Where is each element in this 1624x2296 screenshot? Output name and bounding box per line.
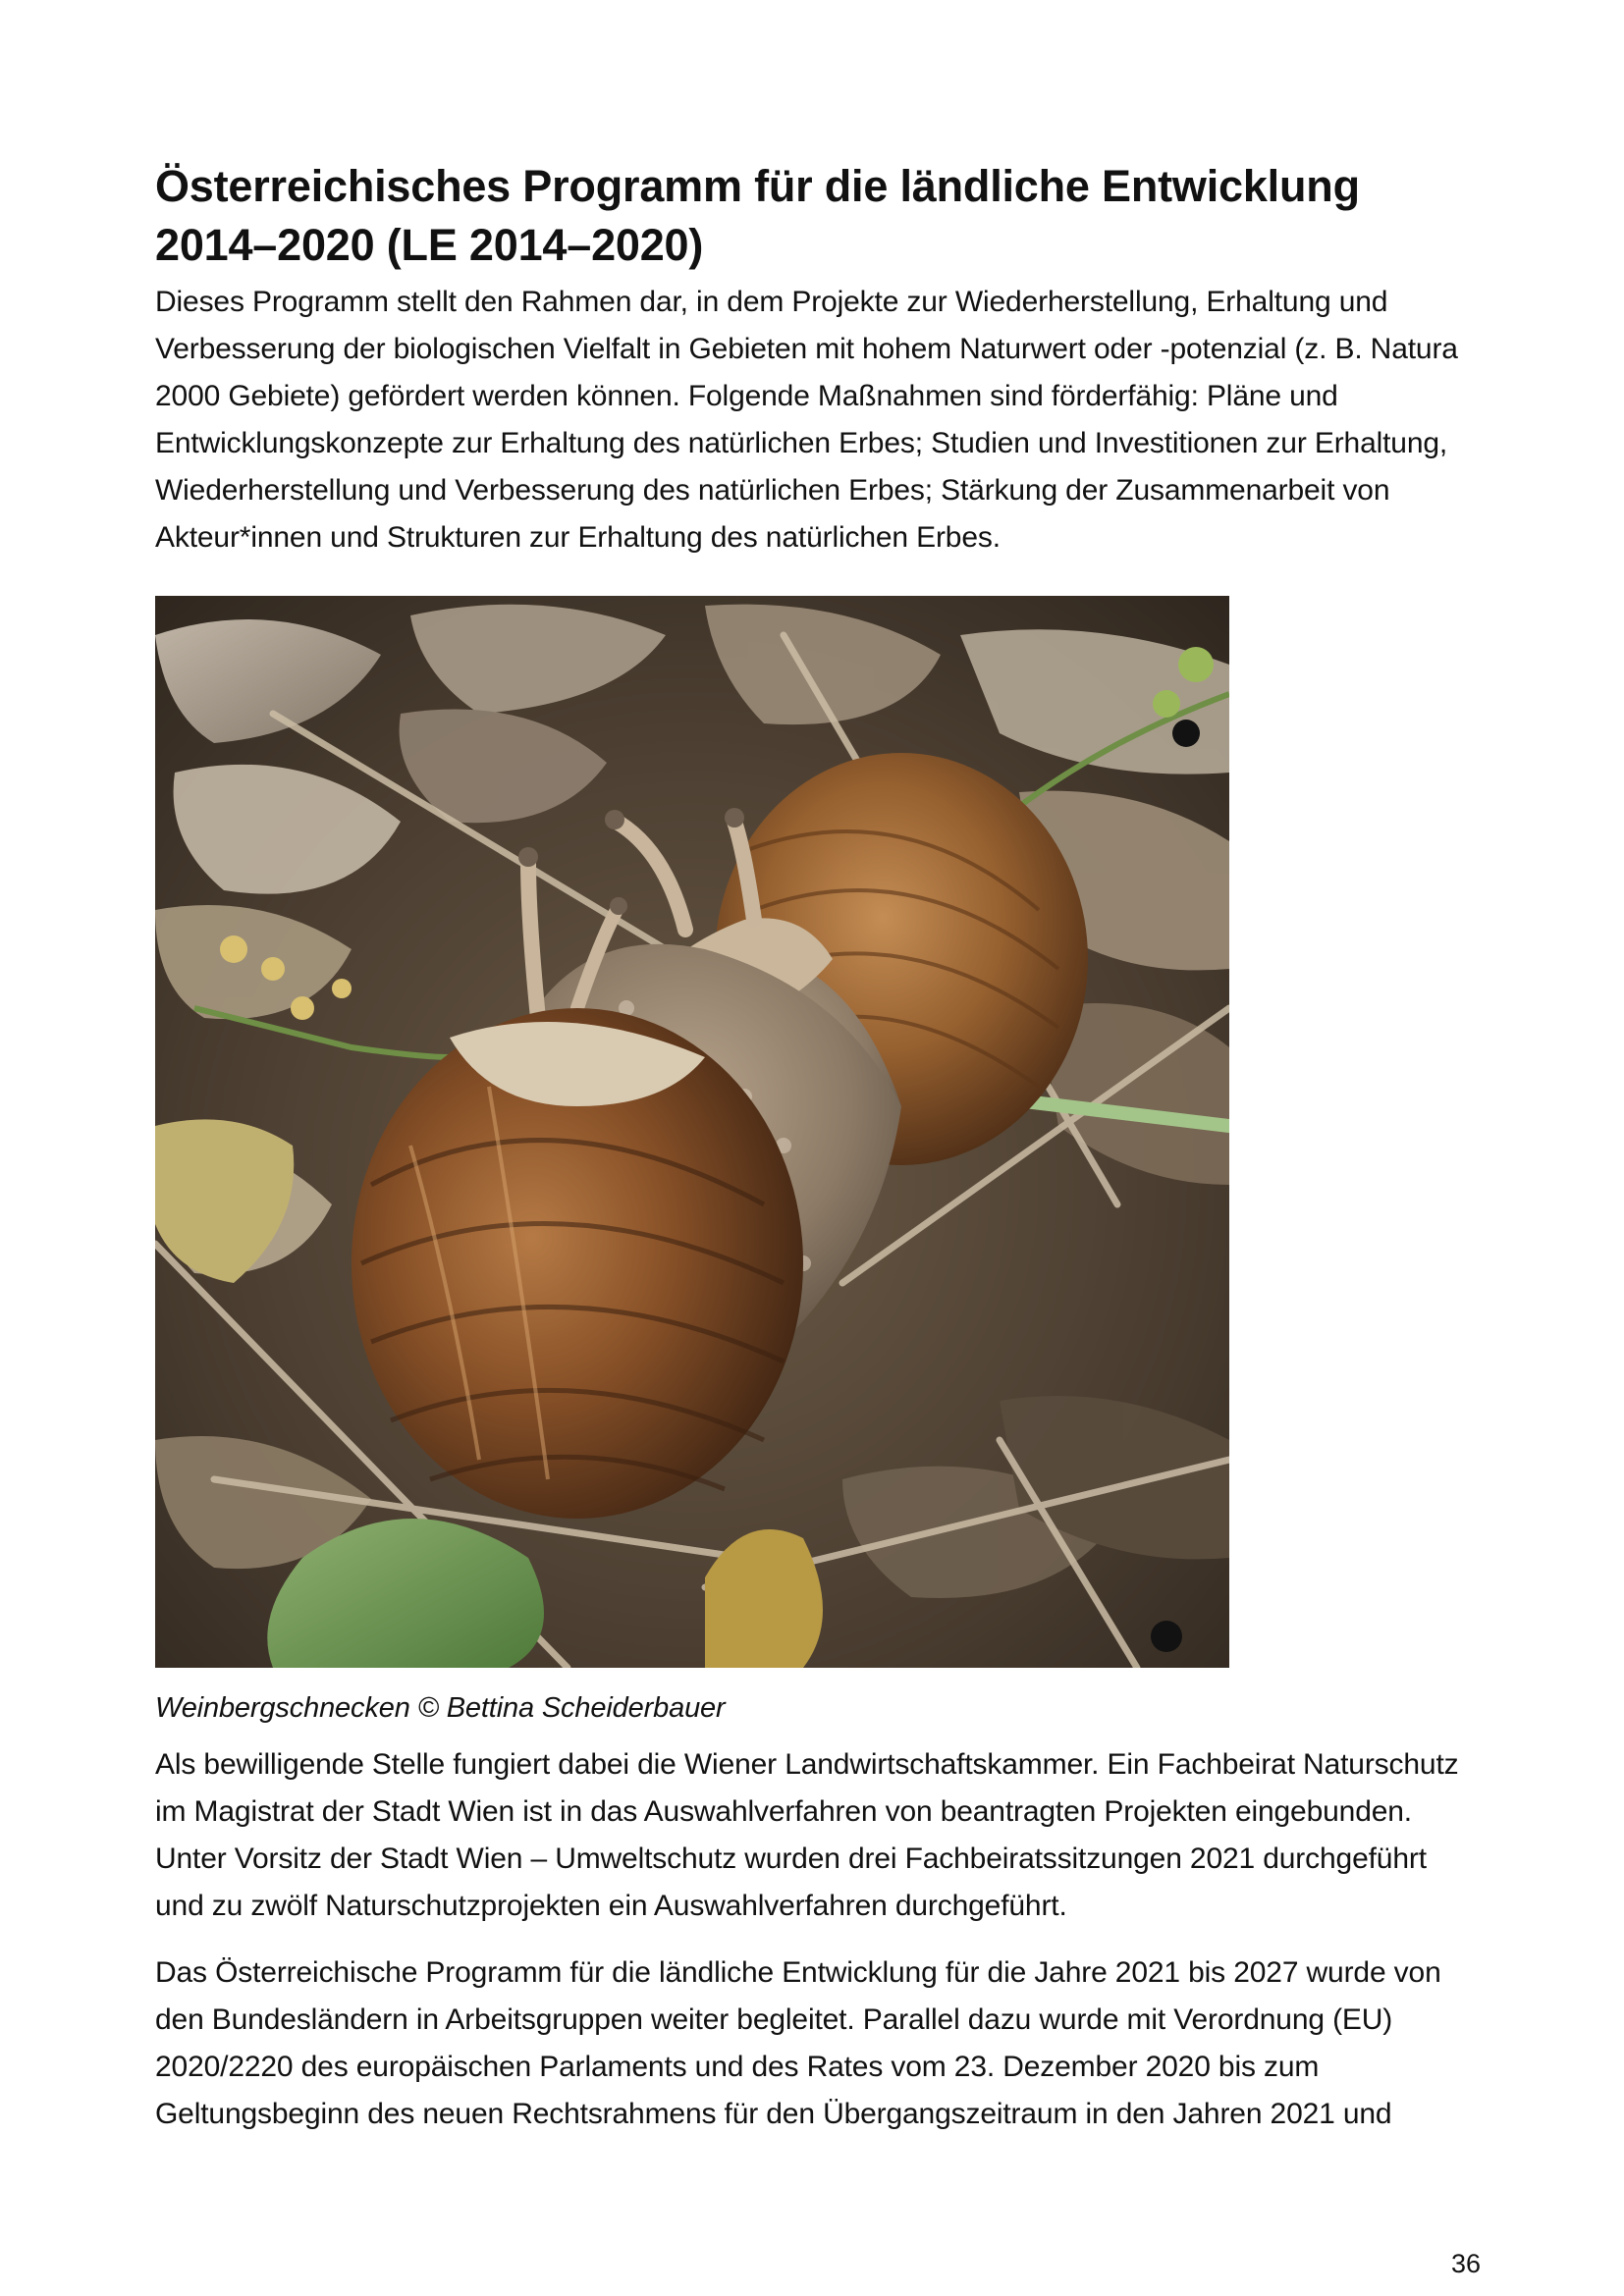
page-title: Österreichisches Programm für die ländliche Entwicklung 2014–2020 (LE 2014–2020) — [155, 161, 1360, 270]
snail-photo-illustration — [155, 596, 1229, 1668]
page-number: 36 — [1450, 2249, 1481, 2278]
page-content — [155, 157, 1481, 561]
paragraph-1: Als bewilligende Stelle fungiert dabei die Wiener Landwirtschaftskammer. Ein Fachbeirat Naturschutz im Magistrat der Stadt Wien ist in das Auswahlverfahren von beantragten Projekten eingebunden. Unter Vorsitz der Stadt Wien – Umweltschutz wurden drei Fachbeiratssitzungen 2021 durchgeführt und zu zwölf Naturschutzprojekten ein Auswahlverfahren durchgeführt. — [155, 1748, 1459, 1922]
body-text — [155, 1741, 1481, 2138]
intro-paragraph: Dieses Programm stellt den Rahmen dar, in dem Projekte zur Wiederherstellung, Erhaltung und Verbesserung der biologischen Vielfalt in Gebieten mit hohem Naturwert oder -potenzial (z. B. Natura 2000 Gebiete) gefördert werden können. Folgende Maßnahmen sind förderfähig: Pläne und Entwicklungskonzepte zur Erhaltung des natürlichen Erbes; Studien und Investitionen zur Erhaltung, Wiederherstellung und Verbesserung des natürlichen Erbes; Stärkung der Zusammenarbeit von Akteur*innen und Strukturen zur Erhaltung des natürlichen Erbes. — [155, 286, 1458, 554]
photo-caption: Weinbergschnecken © Bettina Scheiderbauer — [155, 1692, 726, 1724]
paragraph-2: Das Österreichische Programm für die ländliche Entwicklung für die Jahre 2021 bis 2027 wurde von den Bundesländern in Arbeitsgruppen weiter begleitet. Parallel dazu wurde mit Verordnung (EU) 2020/2220 des europäischen Parlaments und des Rates vom 23. Dezember 2020 bis zum Geltungsbeginn des neuen Rechtsrahmens für den Übergangszeitraum in den Jahren 2021 und — [155, 1956, 1441, 2130]
snail-photo — [155, 596, 1229, 1668]
